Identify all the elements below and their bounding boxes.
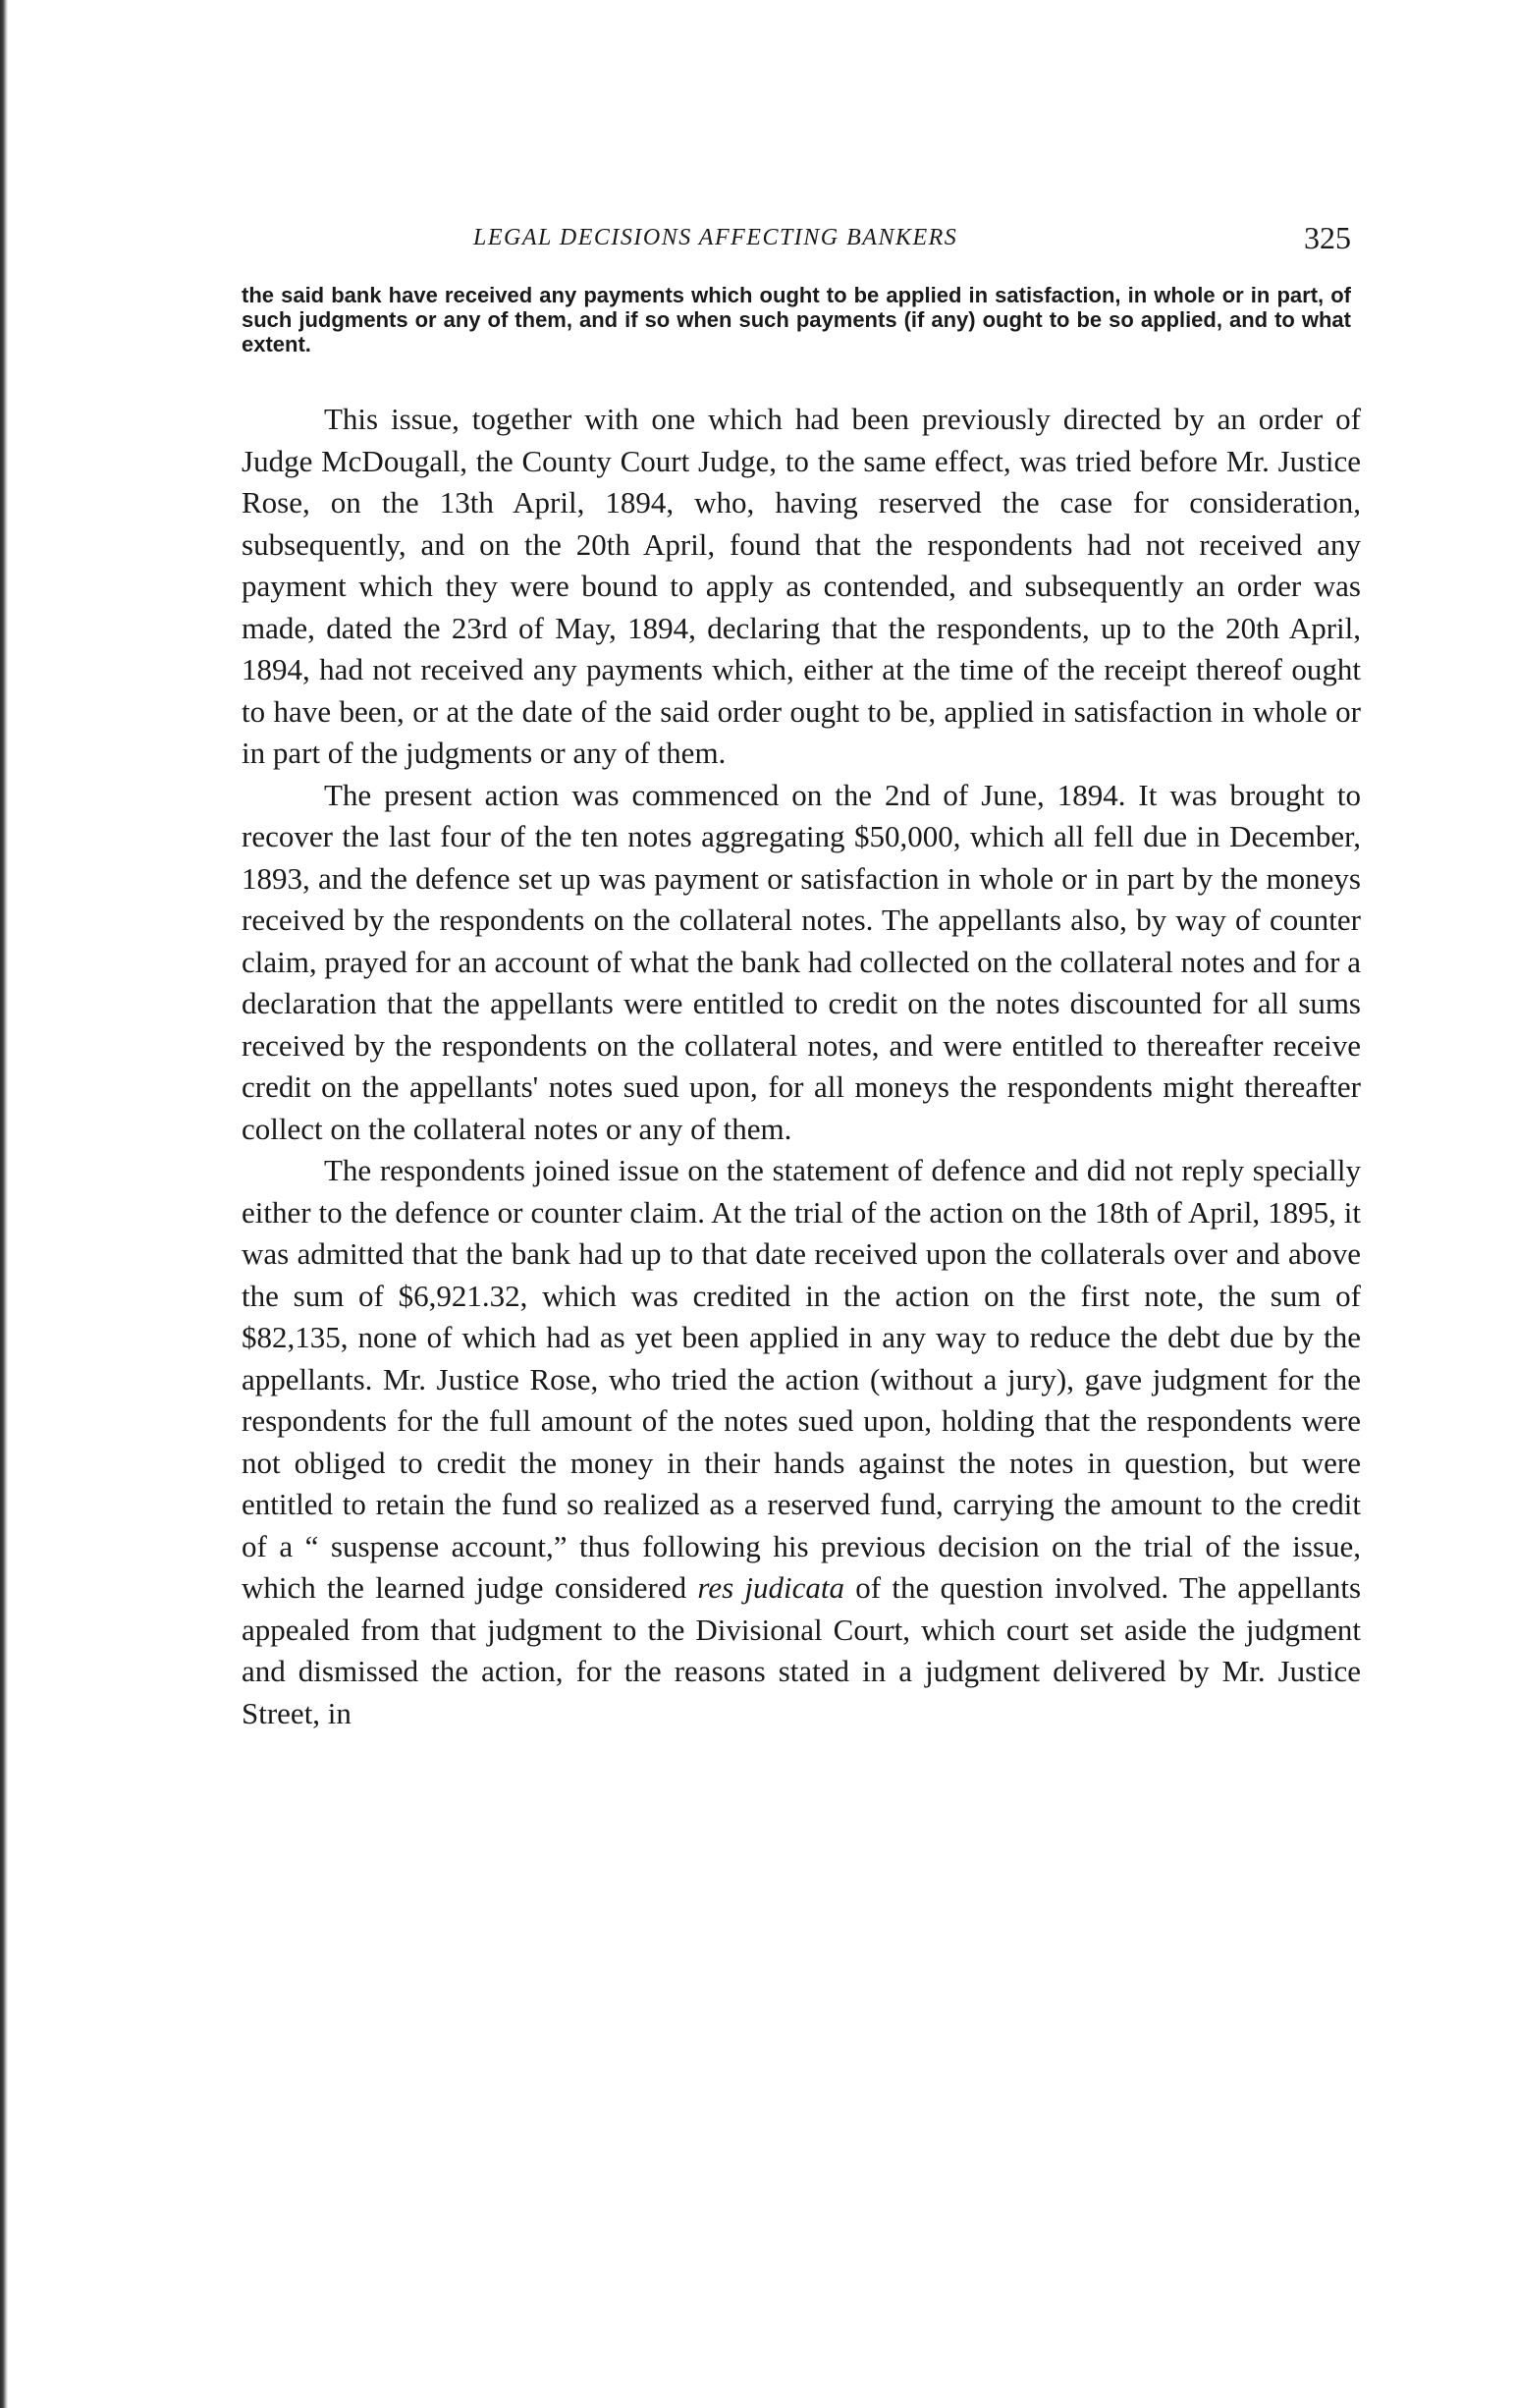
running-head	[242, 218, 1361, 257]
paragraph-issue: This issue, together with one which had been previously directed by an order of Judge McDougall, the County Court Judge, to the same effect, was tried before Mr. Justice Rose, on the 13th April, 1894, who, having reserved the case for consideration, subsequently, and on the 20th April, found that the respondents had not received any payment which they were bound to apply as contended, and subsequently an order was made, dated the 23rd of May, 1894, declaring that the respondents, up to the 20th April, 1894, had not received any payments which, either at the time of the receipt thereof ought to have been, or at the date of the said order ought to be, applied in satisfaction in whole or in part of the judgments or any of them.	[242, 402, 1361, 770]
body-text	[242, 399, 1361, 1734]
paragraph-text-before: The respondents joined issue on the statement of defence and did not reply specially either to the defence or counter claim. At the trial of the action on the 18th of April, 1895, it was admitted that the bank had up to that date received upon the collaterals over and above the sum of $6,921.32, which was credited in the action on the first note, the sum of $82,135, none of which had as yet been applied in any way to reduce the debt due by the appellants. Mr. Justice Rose, who tried the action (without a jury), gave judgment for the respondents for the full amount of the notes sued upon, holding that the respondents were not obliged to credit the money in their hands against the notes in question, but were entitled to retain the fund so realized as a reserved fund, carrying the amount to the credit of a “ suspense account,” thus following his previous decision on the trial of the issue, which the learned judge considered	[242, 1153, 1361, 1605]
res-judicata-term: res judicata	[697, 1570, 845, 1605]
continuation-paragraph: the said bank have received any payments which ought to be applied in satisfaction, in whole or in part, of such judgments or any of them, and if so when such payments (if any) ought to be so applied, and to what extent.	[242, 283, 1351, 356]
scan-edge	[0, 0, 8, 2408]
paragraph-text-after: of the question involved. The appellants appealed from that judgment to the Divisional Court, which court set aside the judgment and dismissed the action, for the reasons stated in a judgment delivered by Mr. Justice Street, in	[242, 1570, 1362, 1730]
paragraph-present-action: The present action was commenced on the 2nd of June, 1894. It was brought to recover the last four of the ten notes aggregating $50,000, which all fell due in December, 1893, and the defence set up was payment or satisfaction in whole or in part by the moneys received by the respondents on the collateral notes. The appellants also, by way of counter claim, prayed for an account of what the bank had collected on the collateral notes and for a declaration that the appellants were entitled to credit on the notes discounted for all sums received by the respondents on the collateral notes, and were entitled to thereafter receive credit on the appellants' notes sued upon, for all moneys the respondents might thereafter collect on the collateral notes or any of them.	[242, 777, 1361, 1146]
page-number: 325	[1304, 220, 1351, 255]
paragraph-respondents	[242, 1150, 1361, 1734]
running-title: LEGAL DECISIONS AFFECTING BANKERS	[473, 225, 958, 250]
